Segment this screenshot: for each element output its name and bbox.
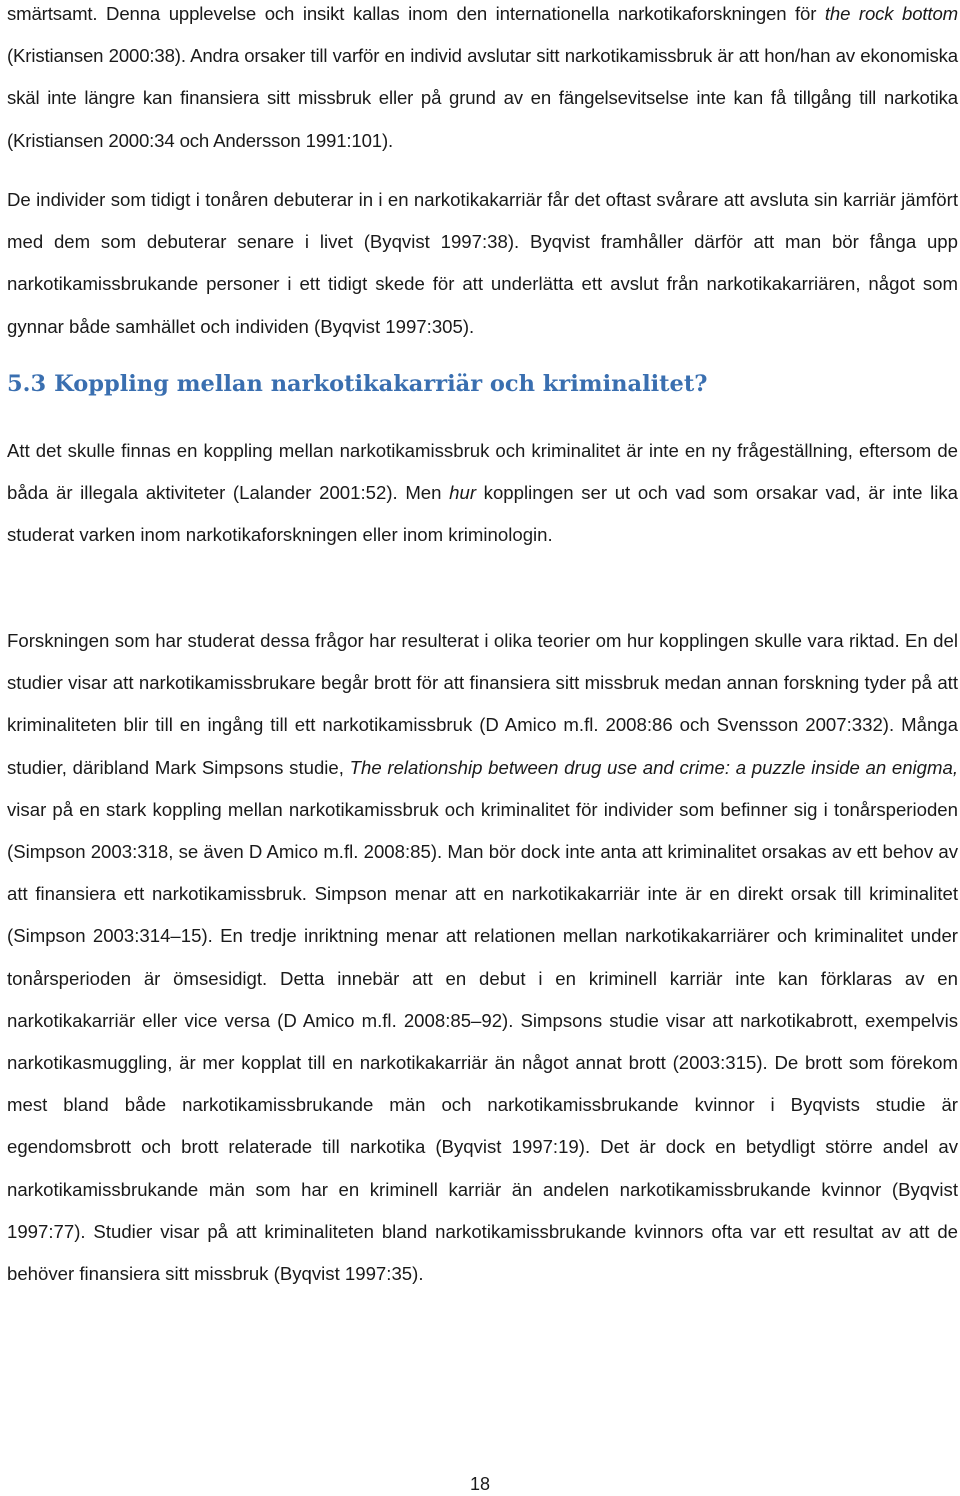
paragraph-4-text-rest: visar på en stark koppling mellan narkotikamissbruk och kriminalitet för individer som befinner sig i tonårsperioden (Simpson 2003:318, se även D Amico m.fl. 2008:85). Man bör dock inte anta att kriminalitet orsakas av ett behov av att finansiera ett narkotikamissbruk. Simpson menar att en narkotikakarriär inte är en direkt orsak till kriminalitet (Simpson 2003:314–15). En tredje inriktning menar att relationen mellan narkotikakarriärer och kriminalitet under tonårsperioden är ömsesidigt. Detta innebär att en debut i en kriminell karriär inte kan förklaras av en narkotikakarriär eller vice versa (D Amico m.fl. 2008:85–92). Simpsons studie visar att narkotikabrott, exempelvis narkotikasmuggling, är mer kopplat till en narkotikakarriär än något annat brott (2003:315). De brott som förekom mest bland både narkotikamissbrukande män och narkotikamissbrukande kvinnor i Byqvists studie är egendomsbrott och brott relaterade till narkotika (Byqvist 1997:19). Det är dock en betydligt större andel av narkotikamissbrukande män som har en kriminell karriär än andelen narkotikamissbrukande kvinnor (Byqvist 1997:77). Studier visar på att kriminaliteten bland narkotikamissbrukande kvinnors ofta var ett resultat av att de behöver finansiera sitt missbruk (Byqvist 1997:35). bbox=[7, 798, 958, 1285]
paragraph-4 bbox=[7, 620, 958, 1295]
section-title: Koppling mellan narkotikakarriär och kriminalitet? bbox=[54, 371, 708, 397]
paragraph-2: De individer som tidigt i tonåren debuterar in i en narkotikakarriär får det oftast svårare att avsluta sin karriär jämfört med dem som debuterar senare i livet (Byqvist 1997:38). Byqvist framhåller därför att man bör fånga upp narkotikamissbrukande personer i ett tidigt skede för att underlätta ett avslut från narkotikakarriären, något som gynnar både samhället och individen (Byqvist 1997:305). bbox=[7, 189, 958, 337]
paragraph-1-text-start: smärtsamt. Denna upplevelse och insikt kallas inom den internationella narkotikaforskningen för bbox=[7, 3, 817, 24]
paragraph-4-italic-title: The relationship between drug use and crime: a puzzle inside an enigma, bbox=[349, 756, 959, 778]
paragraph-1 bbox=[7, 0, 958, 162]
page-number: 18 bbox=[469, 1474, 491, 1494]
paragraph-3-italic-word: hur bbox=[449, 482, 477, 504]
paragraph-4-text-start: Forskningen som har studerat dessa frågor har resulterat i olika teorier om hur kopplingen skulle vara riktad. En del studier visar att narkotikamissbrukare begår brott för att finansiera sitt missbruk medan annan forskning tyder på att kriminaliteten blir till en ingång till ett narkotikamissbruk (D Amico m.fl. 2008:86 och Svensson 2007:332). Många studier, däribland Mark Simpsons studie, bbox=[7, 630, 958, 778]
section-heading bbox=[7, 371, 707, 397]
paragraph-3 bbox=[7, 430, 958, 557]
section-number: 5.3 bbox=[7, 371, 47, 397]
paragraph-1-text-rest: (Kristiansen 2000:38). Andra orsaker till varför en individ avslutar sitt narkotikamissbruk är att hon/han av ekonomiska skäl inte längre kan finansiera sitt missbruk eller på grund av en fängelsevitselse inte kan få tillgång till narkotika (Kristiansen 2000:34 och Andersson 1991:101). bbox=[7, 45, 958, 151]
paragraph-1-italic-phrase: the rock bottom bbox=[824, 3, 958, 24]
paragraph-3-text-rest: kopplingen ser ut och vad som orsakar vad, är inte lika studerat varken inom narkotikaforskningen eller inom kriminologin. bbox=[7, 482, 958, 546]
paragraph-3-text-start: Att det skulle finnas en koppling mellan narkotikamissbruk och kriminalitet är inte en ny frågeställning, eftersom de båda är illegala aktiviteter (Lalander 2001:52). Men bbox=[7, 440, 958, 504]
